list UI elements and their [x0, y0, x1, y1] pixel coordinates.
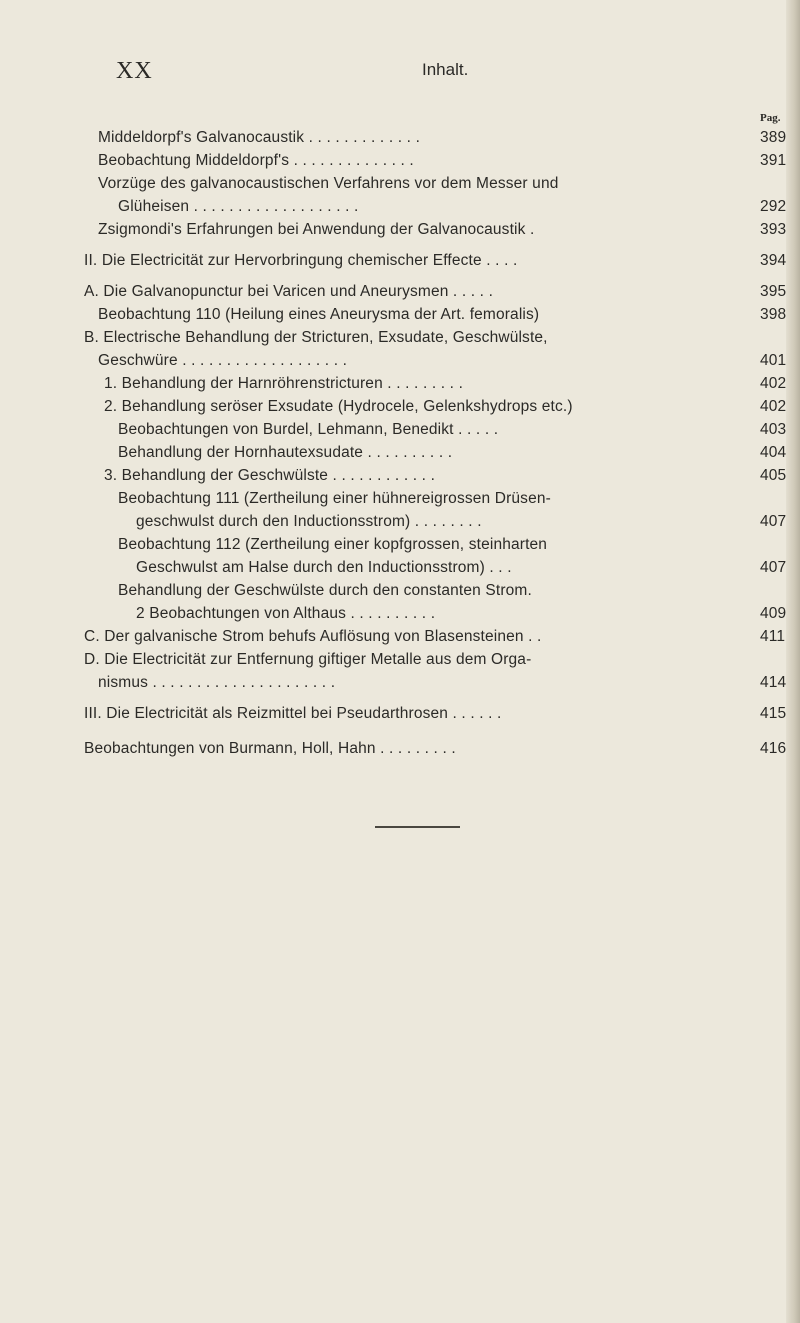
- toc-entry-text: Beobachtung Middeldorpf's . . . . . . . . . . . . . .: [98, 152, 414, 169]
- toc-entry: [0, 326, 800, 349]
- toc-entry-text: Beobachtung 111 (Zertheilung einer hühnereigrossen Drüsen-: [118, 490, 551, 507]
- toc-entry: [0, 602, 800, 625]
- toc-entry-page: 393: [760, 221, 787, 238]
- toc-entry-page: 414: [760, 674, 787, 691]
- toc-entry-text: Beobachtungen von Burdel, Lehmann, Benedikt . . . . .: [118, 421, 499, 438]
- toc-entry-page: 416: [760, 740, 787, 757]
- toc-entry: [0, 172, 800, 195]
- toc-entry-page: 292: [760, 198, 787, 215]
- toc-entry-text: Beobachtung 112 (Zertheilung einer kopfgrossen, steinharten: [118, 536, 548, 553]
- toc-entry: [0, 625, 800, 648]
- toc-entry: [0, 395, 800, 418]
- toc-entry-text: Beobachtungen von Burmann, Holl, Hahn . . . . . . . . .: [84, 740, 456, 757]
- toc-entry-page: 403: [760, 421, 787, 438]
- toc-entry-page: 389: [760, 129, 787, 146]
- toc-entry-text: Beobachtung 110 (Heilung eines Aneurysma der Art. femoralis): [98, 306, 540, 323]
- toc-entry: [0, 702, 800, 725]
- toc-entry: [0, 579, 800, 602]
- toc-entry-text: III. Die Electricität als Reizmittel bei Pseudarthrosen . . . . . .: [84, 705, 502, 722]
- toc-entry-text: 2 Beobachtungen von Althaus . . . . . . . . . .: [136, 605, 436, 622]
- toc-entry-page: 405: [760, 467, 787, 484]
- toc-entry-page: 411: [760, 628, 786, 645]
- toc-entry: [0, 418, 800, 441]
- running-title: Inhalt.: [422, 60, 469, 79]
- toc-entry: [0, 195, 800, 218]
- toc-entry: [0, 303, 800, 326]
- page-column-label: Pag.: [760, 112, 781, 124]
- table-of-contents: [0, 126, 800, 760]
- toc-entry-page: 391: [760, 152, 787, 169]
- toc-entry: [0, 487, 800, 510]
- toc-entry-text: Behandlung der Geschwülste durch den constanten Strom.: [118, 582, 532, 599]
- toc-entry-text: C. Der galvanische Strom behufs Auflösung von Blasensteinen . .: [84, 628, 542, 645]
- toc-entry: [0, 510, 800, 533]
- toc-entry-text: Zsigmondi's Erfahrungen bei Anwendung der Galvanocaustik .: [98, 221, 535, 238]
- toc-entry-text: Glüheisen . . . . . . . . . . . . . . . . . . .: [118, 198, 359, 215]
- toc-entry-page: 407: [760, 559, 787, 576]
- toc-entry-text: Vorzüge des galvanocaustischen Verfahrens vor dem Messer und: [98, 175, 559, 192]
- toc-entry-text: B. Electrische Behandlung der Stricturen, Exsudate, Geschwülste,: [84, 329, 548, 346]
- toc-entry-page: 407: [760, 513, 787, 530]
- toc-entry: [0, 737, 800, 760]
- toc-entry-page: 402: [760, 398, 787, 415]
- toc-entry-text: 3. Behandlung der Geschwülste . . . . . . . . . . . .: [104, 467, 436, 484]
- toc-entry-page: 402: [760, 375, 787, 392]
- toc-entry: [0, 126, 800, 149]
- toc-entry-page: 398: [760, 306, 787, 323]
- toc-entry-text: geschwulst durch den Inductionsstrom) . . . . . . . .: [136, 513, 482, 530]
- toc-entry-page: 415: [760, 705, 787, 722]
- toc-entry: [0, 648, 800, 671]
- toc-entry: [0, 556, 800, 579]
- toc-entry-page: 404: [760, 444, 787, 461]
- toc-entry: [0, 218, 800, 241]
- toc-entry: [0, 372, 800, 395]
- toc-entry-text: Geschwüre . . . . . . . . . . . . . . . . . . .: [98, 352, 348, 369]
- toc-entry: [0, 149, 800, 172]
- toc-entry-page: 394: [760, 252, 787, 269]
- section-divider: [375, 826, 460, 828]
- toc-entry: [0, 349, 800, 372]
- toc-entry-page: 401: [760, 352, 787, 369]
- toc-entry-text: Geschwulst am Halse durch den Inductionsstrom) . . .: [136, 559, 512, 576]
- toc-entry-page: 409: [760, 605, 787, 622]
- toc-entry-text: 2. Behandlung seröser Exsudate (Hydrocele, Gelenkshydrops etc.): [104, 398, 573, 415]
- toc-entry-text: Middeldorpf's Galvanocaustik . . . . . . . . . . . . .: [98, 129, 421, 146]
- toc-entry: [0, 464, 800, 487]
- toc-entry: [0, 280, 800, 303]
- toc-entry: [0, 441, 800, 464]
- toc-entry-text: 1. Behandlung der Harnröhrenstricturen . . . . . . . . .: [104, 375, 464, 392]
- toc-entry: [0, 533, 800, 556]
- page-header: [0, 58, 800, 88]
- toc-entry-text: Behandlung der Hornhautexsudate . . . . . . . . . .: [118, 444, 453, 461]
- toc-entry-text: D. Die Electricität zur Entfernung giftiger Metalle aus dem Orga-: [84, 651, 532, 668]
- toc-entry: [0, 249, 800, 272]
- toc-entry-text: nismus . . . . . . . . . . . . . . . . . . . . .: [98, 674, 336, 691]
- toc-entry-page: 395: [760, 283, 787, 300]
- toc-entry-text: II. Die Electricität zur Hervorbringung chemischer Effecte . . . .: [84, 252, 518, 269]
- toc-entry: [0, 671, 800, 694]
- page-number-roman: XX: [116, 58, 153, 84]
- toc-entry-text: A. Die Galvanopunctur bei Varicen und Aneurysmen . . . . .: [84, 283, 494, 300]
